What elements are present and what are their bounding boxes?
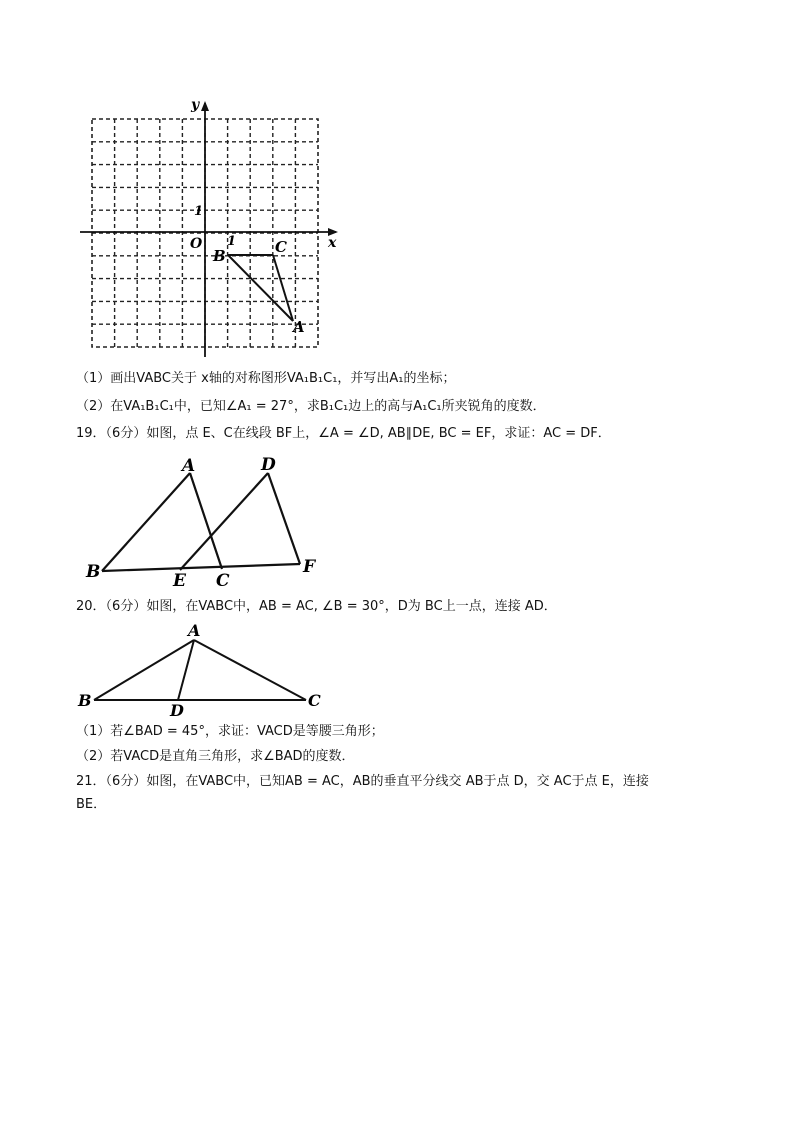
q20-part2: （2）若VACD是直角三角形，求∠BAD的度数． [76,749,355,764]
y-axis-arrow-icon [201,101,209,111]
q21-statement-line2: BE． [76,797,107,812]
q19-figure [80,452,330,592]
q19-statement: 19．（6分）如图，点 E、C在线段 BF上，∠A = ∠D, AB∥DE, BC = EF，求证：AC = DF． [76,426,611,441]
q18-part2: （2）在VA₁B₁C₁中，已知∠A₁ = 27°，求B₁C₁边上的高与A₁C₁所夹锐角的度数． [76,399,546,414]
q18-part1: （1）画出VABC关于 x轴的对称图形VA₁B₁C₁，并写出A₁的坐标； [76,371,456,386]
q19-label-e: E [173,571,186,591]
axis-label-y: y [191,97,200,113]
q20-label-b: B [78,691,92,710]
tick-label-x-1: 1 [227,234,237,249]
q20-label-c: C [308,691,321,710]
axis-label-x: x [328,235,337,251]
tick-label-y-1: 1 [194,204,204,219]
origin-label: O [190,236,203,252]
q21-statement-line1: 21．（6分）如图，在VABC中，已知AB = AC，AB的垂直平分线交 AB于点 D，交 AC于点 E，连接 [76,774,649,789]
triangle-abc [228,255,293,321]
point-label-c: C [275,238,287,256]
q20-label-d: D [170,701,184,720]
q19-label-b: B [86,562,101,582]
q20-label-a: A [188,621,201,640]
q18-grid-figure [72,95,352,365]
point-label-a: A [293,318,305,336]
q19-label-c: C [216,571,230,591]
q20-figure [76,620,326,720]
q19-label-a: A [182,456,196,476]
point-label-b: B [213,247,226,265]
q19-label-f: F [303,557,316,577]
q19-label-d: D [261,455,276,475]
q20-part1: （1）若∠BAD = 45°，求证：VACD是等腰三角形； [76,724,384,739]
q20-statement: 20．（6分）如图，在VABC中，AB = AC, ∠B = 30°，D为 BC上一点，连接 AD． [76,599,557,614]
